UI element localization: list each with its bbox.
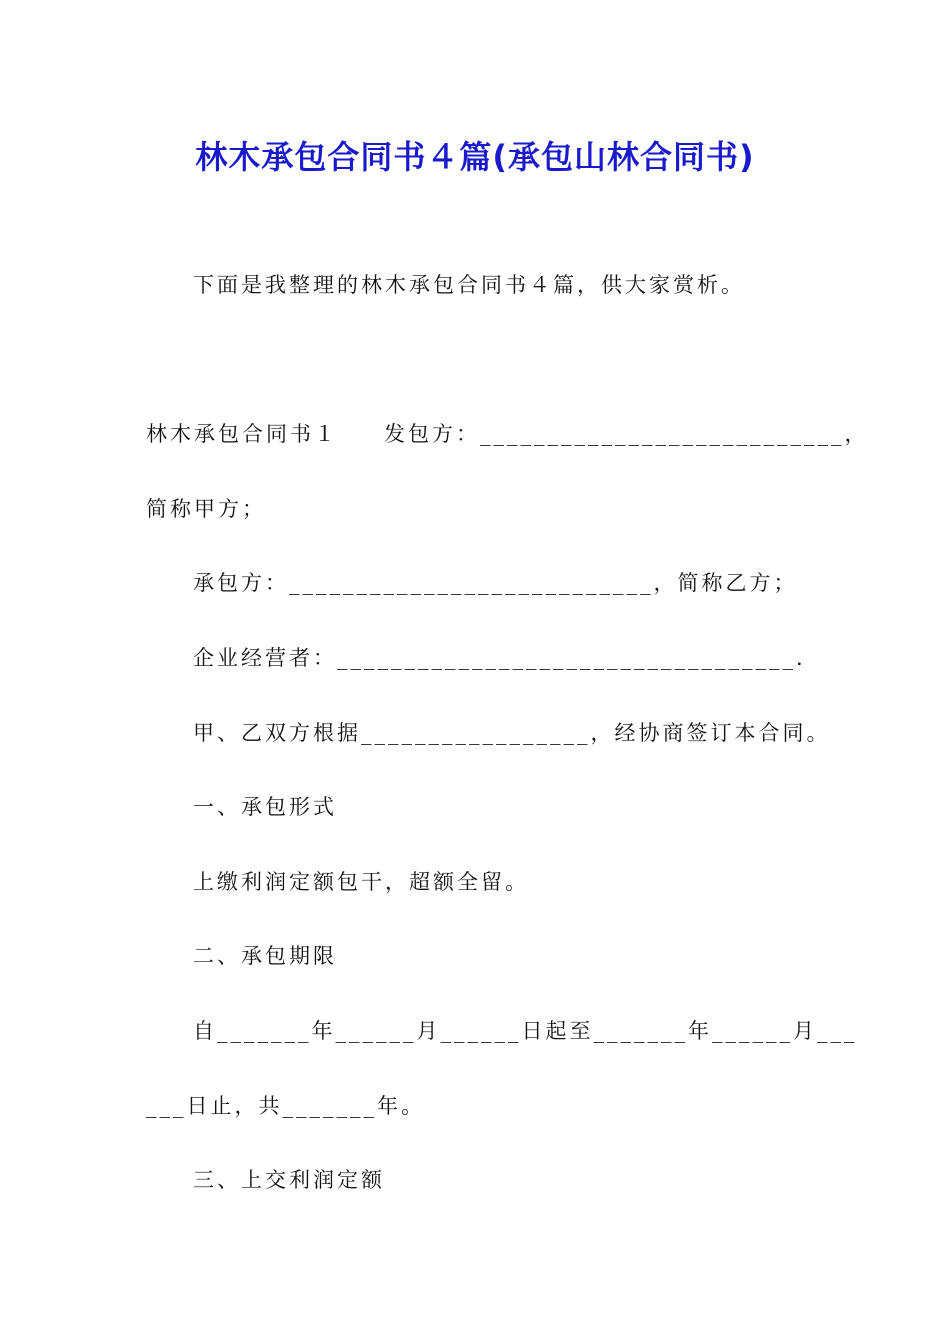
period-line-1: 自_______年______月______日起至_______年______月___	[193, 1019, 858, 1043]
clause-1-text: 上缴利润定额包干，超额全留。	[193, 870, 529, 894]
clause-2-title: 二、承包期限	[193, 944, 337, 968]
contract-first-line	[146, 424, 869, 445]
party-b-field: 承包方：___________________________，简称乙方；	[193, 571, 798, 595]
party-a-abbreviation: 简称甲方；	[146, 497, 266, 521]
section-heading: 林木承包合同书１	[146, 422, 338, 446]
document-title: 林木承包合同书４篇(承包山林合同书)	[195, 138, 755, 176]
basis-paragraph: 甲、乙双方根据_________________，经协商签订本合同。	[193, 721, 831, 745]
clause-3-title: 三、上交利润定额	[193, 1168, 385, 1192]
party-a-field: 发包方：___________________________，	[384, 422, 869, 446]
period-line-2: ___日止，共_______年。	[146, 1094, 425, 1118]
clause-1-title: 一、承包形式	[193, 795, 337, 819]
intro-paragraph: 下面是我整理的林木承包合同书４篇，供大家赏析。	[193, 273, 745, 297]
operator-field: 企业经营者：__________________________________.	[193, 646, 806, 670]
